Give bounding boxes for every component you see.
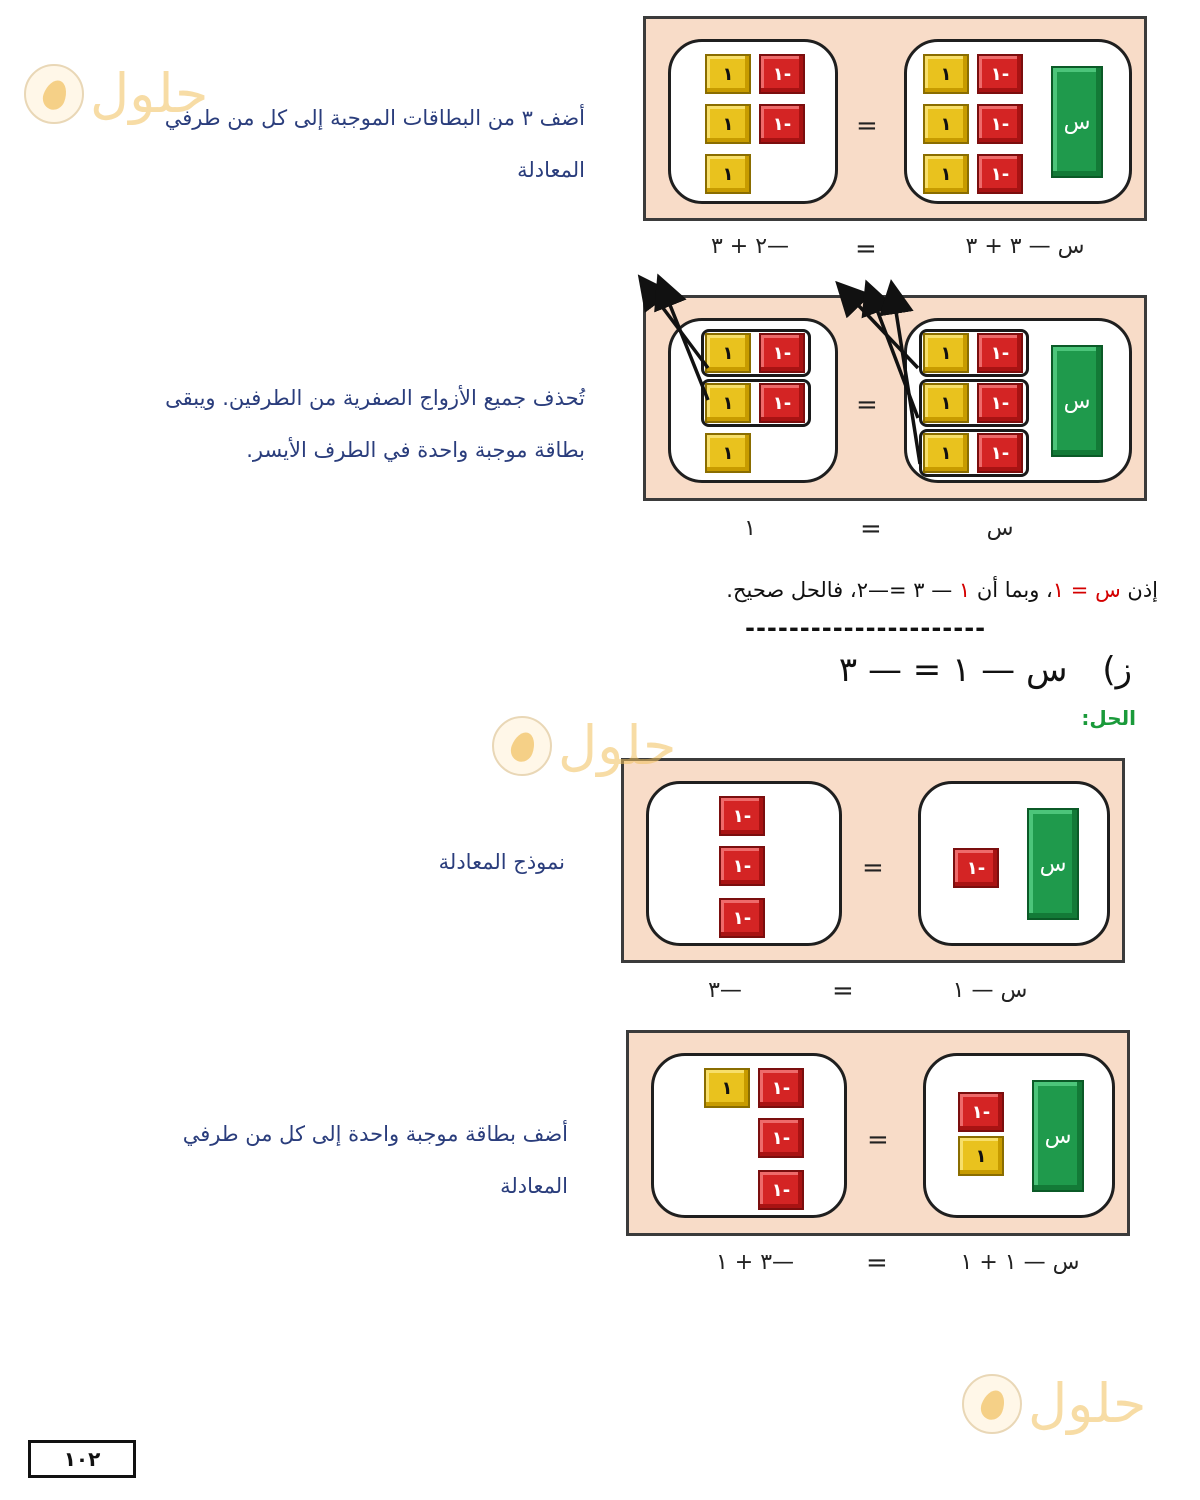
positive-tile: ١ — [705, 54, 751, 94]
negative-tile: ١- — [977, 154, 1023, 194]
watermark-icon — [962, 1374, 1022, 1434]
positive-tile: ١ — [958, 1136, 1004, 1176]
arrow — [892, 286, 920, 464]
step1-right-pan — [904, 39, 1132, 204]
positive-tile: ١ — [923, 104, 969, 144]
positive-tile: ١ — [705, 154, 751, 194]
removal-arrows — [620, 270, 950, 480]
step4-right-expression: —٣ + ١ — [715, 1250, 795, 1275]
x-tile: س — [1051, 345, 1103, 457]
negative-tile: ١- — [759, 383, 805, 423]
watermark-text: حلول — [558, 714, 677, 777]
problem-z-equation: س — ١ = — ٣ — [838, 650, 1068, 690]
watermark-icon — [24, 64, 84, 124]
positive-tile: ١ — [923, 154, 969, 194]
step2-caption — [65, 372, 585, 476]
conclusion-val: ١ — [1052, 578, 1065, 602]
step3-caption: نموذج المعادلة — [438, 850, 565, 874]
equals-sign: = — [867, 1125, 889, 1155]
watermark-logo — [24, 62, 208, 125]
positive-tile: ١ — [923, 433, 969, 473]
problem-z-label: ز) — [1102, 650, 1132, 690]
negative-tile: ١- — [758, 1170, 804, 1210]
positive-tile: ١ — [923, 333, 969, 373]
negative-tile: ١- — [719, 898, 765, 938]
step1-right-expression: —٢ + ٣ — [710, 234, 790, 259]
section-divider: ---------------------- — [745, 614, 987, 642]
arrow — [642, 280, 708, 368]
equals-sign: = — [866, 1248, 888, 1278]
negative-tile: ١- — [977, 54, 1023, 94]
step3-left-pan — [646, 781, 842, 946]
positive-tile: ١ — [923, 54, 969, 94]
negative-tile: ١- — [977, 333, 1023, 373]
positive-tile: ١ — [923, 383, 969, 423]
step3-equation-mat — [621, 758, 1125, 963]
arrow — [840, 286, 918, 368]
step4-right-pan — [923, 1053, 1115, 1218]
problem-z — [839, 650, 1132, 690]
step1-caption-line2: المعادلة — [517, 158, 585, 182]
step4-equation-mat — [626, 1030, 1130, 1236]
negative-tile: ١- — [953, 848, 999, 888]
conclusion-middle: ، وبما أن — [976, 578, 1053, 602]
watermark-icon — [492, 716, 552, 776]
x-tile: س — [1051, 66, 1103, 178]
conclusion-check-val: ١ — [958, 578, 971, 602]
negative-tile: ١- — [758, 1068, 804, 1108]
equals-sign: = — [860, 514, 882, 544]
step4-caption — [88, 1108, 568, 1212]
conclusion-var: س — [1095, 578, 1121, 602]
step4-left-pan — [651, 1053, 847, 1218]
step1-left-expression: س — ٣ + ٣ — [965, 234, 1085, 259]
step2-right-expression: ١ — [744, 516, 756, 541]
negative-tile: ١- — [759, 104, 805, 144]
positive-tile: ١ — [705, 383, 751, 423]
negative-tile: ١- — [977, 433, 1023, 473]
step2-left-expression: س — [986, 516, 1014, 541]
negative-tile: ١- — [719, 796, 765, 836]
step4-left-expression: س — ١ + ١ — [960, 1250, 1080, 1275]
solution-label: الحل: — [1081, 706, 1136, 730]
x-tile: س — [1032, 1080, 1084, 1192]
step2-caption-line2: بطاقة موجبة واحدة في الطرف الأيسر. — [246, 438, 585, 462]
positive-tile: ١ — [705, 104, 751, 144]
watermark-text: حلول — [1028, 1372, 1147, 1435]
x-tile: س — [1027, 808, 1079, 920]
negative-tile: ١- — [719, 846, 765, 886]
negative-tile: ١- — [977, 383, 1023, 423]
positive-tile: ١ — [705, 433, 751, 473]
negative-tile: ١- — [759, 333, 805, 373]
conclusion-eq: = — [1070, 578, 1089, 602]
conclusion-rest: — ٣ =—٢، فالحل صحيح. — [726, 578, 953, 602]
step3-left-expression: س — ١ — [952, 978, 1028, 1003]
step4-caption-line1: أضف بطاقة موجبة واحدة إلى كل من طرفي — [182, 1122, 568, 1146]
equals-sign: = — [862, 853, 884, 883]
page-number: ١٠٢ — [28, 1440, 136, 1478]
equals-sign: = — [856, 390, 878, 420]
negative-tile: ١- — [759, 54, 805, 94]
conclusion-line — [726, 578, 1158, 602]
equals-sign: = — [832, 976, 854, 1006]
positive-tile: ١ — [705, 333, 751, 373]
step3-right-pan — [918, 781, 1110, 946]
conclusion-prefix: إذن — [1127, 578, 1158, 602]
watermark-logo — [492, 714, 676, 777]
equals-sign: = — [855, 234, 877, 264]
arrow — [660, 280, 708, 400]
negative-tile: ١- — [977, 104, 1023, 144]
step4-caption-line2: المعادلة — [500, 1174, 568, 1198]
step2-caption-line1: تُحذف جميع الأزواج الصفرية من الطرفين. ويبقى — [165, 386, 585, 410]
negative-tile: ١- — [758, 1118, 804, 1158]
step1-equation-mat — [643, 16, 1147, 221]
step3-right-expression: —٣ — [708, 978, 742, 1003]
negative-tile: ١- — [958, 1092, 1004, 1132]
step1-left-pan — [668, 39, 838, 204]
step1-caption-line1: أضف ٣ من البطاقات الموجبة إلى كل من طرفي — [164, 106, 585, 130]
equals-sign: = — [856, 111, 878, 141]
positive-tile: ١ — [704, 1068, 750, 1108]
watermark-text: حلول — [90, 62, 209, 125]
watermark-logo — [962, 1372, 1146, 1435]
